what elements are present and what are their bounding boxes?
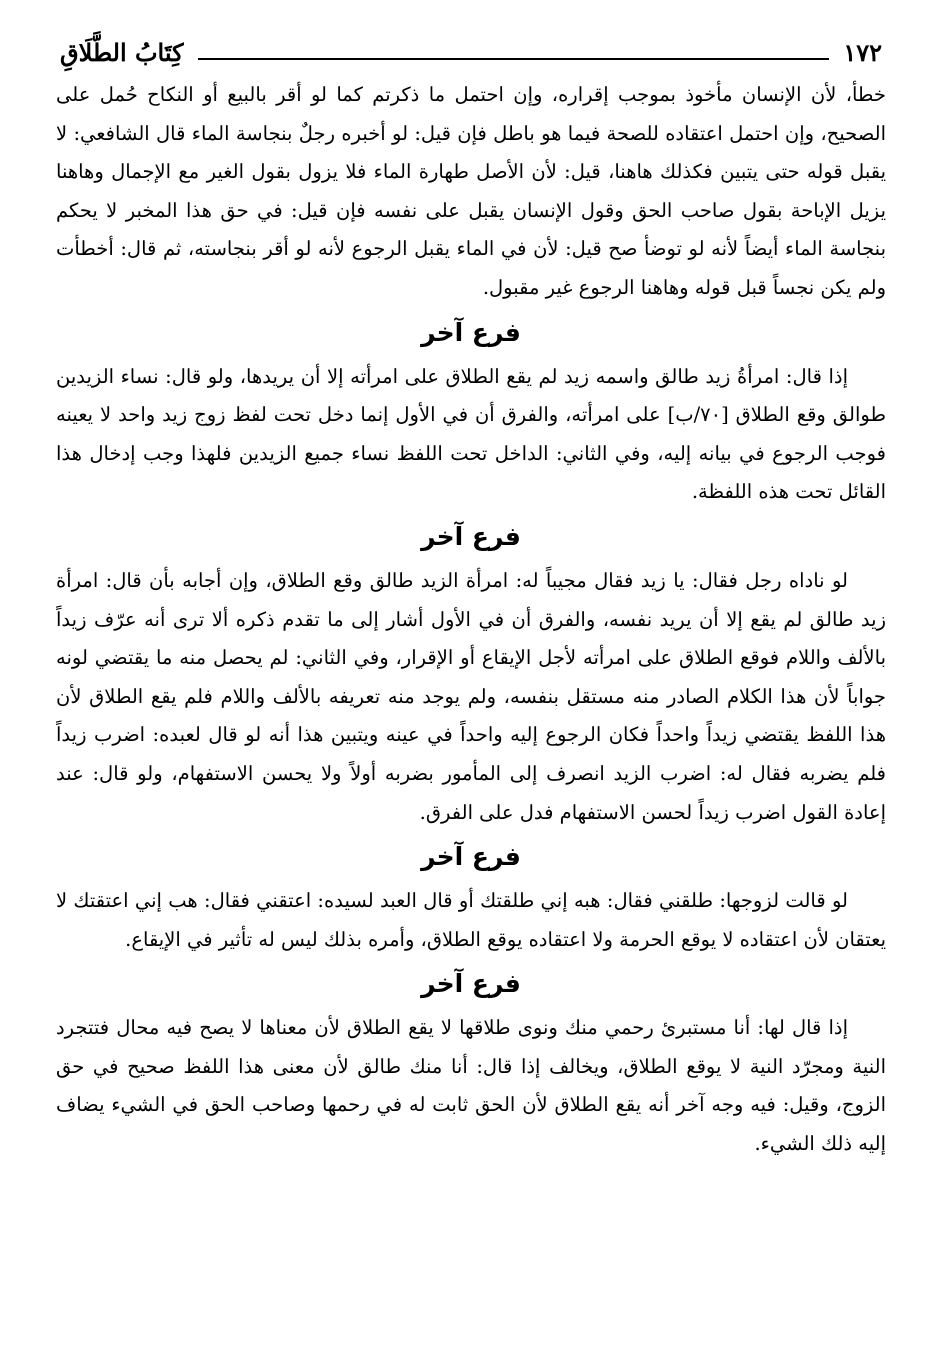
section-heading: فرع آخر [421, 842, 521, 872]
paragraph: إذا قال لها: أنا مستبرئ رحمي منك ونوى طلاقها لا يقع الطلاق لأن معناها لا يصح فيه محال فتتجرد النية ومجرّد النية لا يوقع الطلاق، ويخالف إذا قال: أنا منك طالق لأن معنى هذا اللفظ صحيح في حق الزوج، وقيل: فيه وجه آخر أنه يقع الطلاق لأن الحق ثابت له في رحمها وصاحب الحق في الشيء يضاف إليه ذلك الشيء. [56, 1016, 886, 1156]
section-far-akhar-4 [56, 959, 886, 1163]
page-body [56, 76, 886, 1164]
section-far-akhar-3 [56, 832, 886, 959]
section-heading: فرع آخر [421, 969, 521, 999]
paragraph: إذا قال: امرأةُ زيد طالق واسمه زيد لم يقع الطلاق على امرأته إلا أن يريدها، ولو قال: نساء الزيدين طوالق وقع الطلاق [٧٠/ب] على امرأته، والفرق أن في الأول إنما دخل تحت لفظ زوج زيد واحد لا يعينه فوجب الرجوع في بيانه إليه، وفي الثاني: الداخل تحت اللفظ نساء جميع الزيدين فلهذا وجب إدخال هذا القائل تحت هذه اللفظة. [56, 364, 886, 504]
page-number: ١٧٢ [843, 38, 882, 67]
section-heading: فرع آخر [421, 521, 521, 551]
paragraph: لو قالت لزوجها: طلقني فقال: هبه إني طلقتك أو قال العبد لسيده: اعتقني فقال: هب إني اعتقتك لا يعتقان لأن اعتقاده لا يوقع الحرمة ولا اعتقاده يوقع الطلاق، وأمره بذلك ليس له تأثير في الإيقاع. [56, 889, 886, 951]
page-header [60, 28, 882, 68]
paragraph: لو ناداه رجل فقال: يا زيد فقال مجيباً له: امرأة الزيد طالق وقع الطلاق، وإن أجابه بأن قال: امرأة زيد طالق لم يقع إلا أن يريد نفسه، والفرق أن في الأول أشار إلى ما تقدم ذكره ألا ترى أنه عرّف زيداً بالألف واللام فوقع الطلاق على امرأته لأجل الإيقاع أو الإقرار، وفي الثاني: لم يحصل منه ما يقتضي لونه جواباً لأن هذا الكلام الصادر منه مستقل بنفسه، ولم يوجد منه تعريفه بالألف واللام فلم يقع الطلاق لأن هذا اللفظ يقتضي زيداً واحداً فكان الرجوع إليه واحداً في عينه ويتبين هذا أنه لو قال لعبده: اضرب زيداً فلم يضربه فقال له: اضرب الزيد انصرف إلى المأمور بضربه أولاً ولا يحسن الاستفهام، ولو قال: عند إعادة القول اضرب زيداً لحسن الاستفهام فدل على الفرق. [56, 568, 886, 824]
section-far-akhar-2 [56, 512, 886, 832]
running-title: كِتَابُ الطَّلَاقِ [60, 38, 184, 67]
section-heading: فرع آخر [421, 317, 521, 347]
header-rule [198, 58, 830, 60]
paragraph: خطأ، لأن الإنسان مأخوذ بموجب إقراره، وإن احتمل ما ذكرتم كما لو أقر بالبيع أو النكاح حُمل على الصحيح، وإن احتمل اعتقاده للصحة فيما هو باطل فإن قيل: لو أخبره رجلٌ بنجاسة الماء قال الشافعي: لا يقبل قوله حتى يتبين فكذلك هاهنا، قيل: لأن الأصل طهارة الماء فلا يزول بقول الغير مع الإجمال وهاهنا يزيل الإباحة بقول صاحب الحق وقول الإنسان يقبل على نفسه فإن قيل: في حق هذا المخبر لا يحكم بنجاسة الماء أيضاً لأنه لو توضأ صح قيل: لأن في الماء يقبل الرجوع لأنه لو أقر بنجاسته، ثم قال: أخطأت ولم يكن نجساً قبل قوله وهاهنا الرجوع غير مقبول. [56, 83, 886, 299]
section-far-akhar-1 [56, 308, 886, 512]
opening-section [56, 76, 886, 308]
